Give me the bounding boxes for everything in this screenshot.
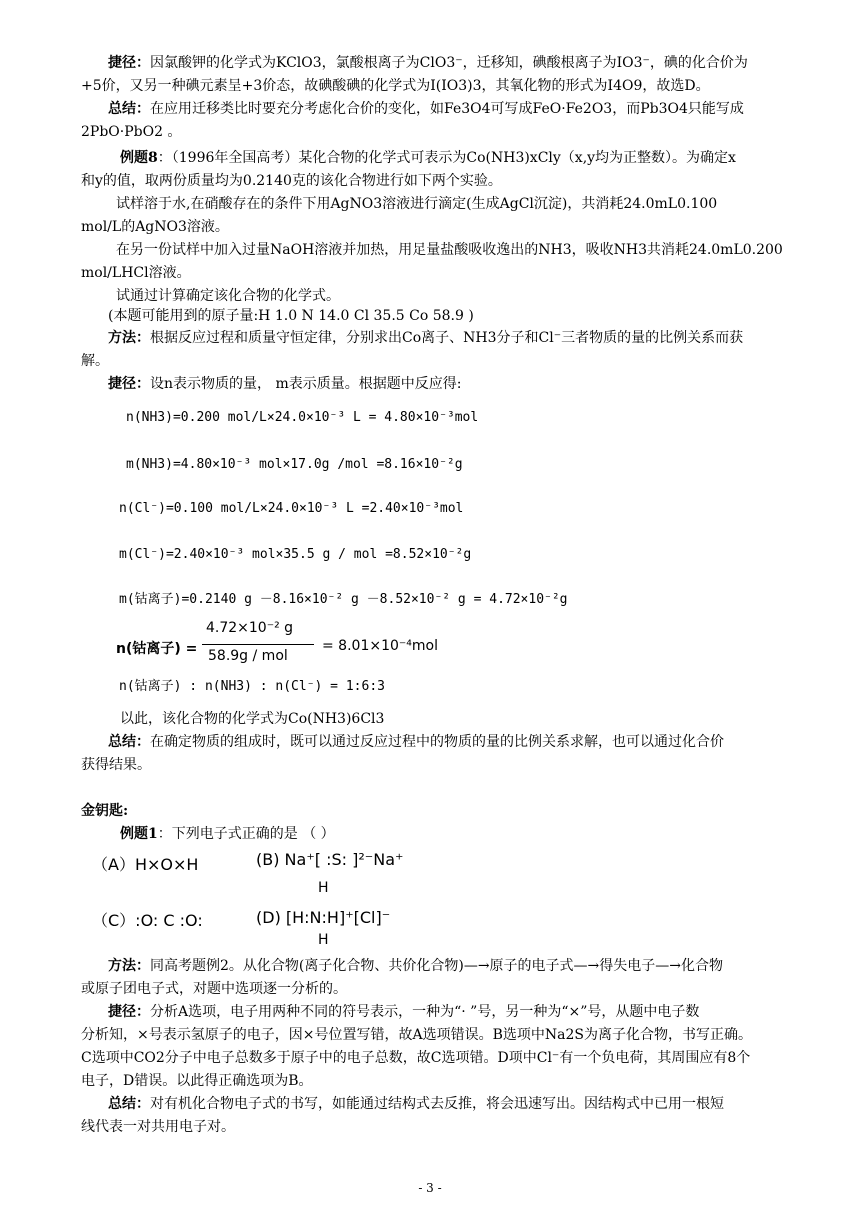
text-line: 设n表示物质的量， m表示质量。根据题中反应得: bbox=[150, 376, 462, 392]
shortcut-label: 捷径： bbox=[108, 55, 150, 71]
text-line: 获得结果。 bbox=[81, 757, 151, 773]
fraction-result: = 8.01×10⁻⁴mol bbox=[322, 638, 438, 654]
example-8-heading bbox=[120, 148, 736, 168]
calc-line-n-cl: n(Cl⁻)=0.100 mol/L×24.0×10⁻³ L =2.40×10⁻³mol bbox=[119, 501, 464, 516]
text-line: 解。 bbox=[81, 353, 109, 369]
option-c: （C）:O: C :O: bbox=[92, 911, 203, 930]
method-label: 方法： bbox=[108, 330, 150, 346]
text-line: 对有机化合物电子式的书写，如能通过结构式去反推，将会迅速写出。因结构式中已用一根短 bbox=[150, 1096, 724, 1112]
fraction-label: n(钴离子) = bbox=[116, 641, 198, 657]
shortcut-paragraph-1b bbox=[108, 1002, 699, 1022]
page-number: - 3 - bbox=[418, 1181, 442, 1195]
shortcut-paragraph-1 bbox=[108, 53, 748, 73]
text-line: 分析知，×号表示氢原子的电子，因×号位置写错，故A选项错误。B选项中Na2S为离子化合物，书写正确。 bbox=[81, 1027, 752, 1043]
text-line: 在确定物质的组成时，既可以通过反应过程中的物质的量的比例关系求解，也可以通过化合价 bbox=[150, 734, 724, 750]
calc-line-m-cl: m(Cl⁻)=2.40×10⁻³ mol×35.5 g / mol =8.52×10⁻²g bbox=[119, 547, 472, 562]
example-1-heading bbox=[120, 824, 335, 844]
calc-line-m-cobalt: m(钴离子)=0.2140 g －8.16×10⁻² g －8.52×10⁻² g = 4.72×10⁻²g bbox=[119, 592, 568, 607]
text-line: 试样溶于水,在硝酸存在的条件下用AgNO3溶液进行滴定(生成AgCl沉淀)，共消耗24.0mL0.100 bbox=[116, 196, 718, 212]
text-line: mol/L的AgNO3溶液。 bbox=[81, 219, 229, 235]
summary-label: 总结： bbox=[108, 734, 150, 750]
fraction-denominator: 58.9g / mol bbox=[208, 648, 288, 664]
shortcut-paragraph-8 bbox=[108, 374, 461, 394]
summary-paragraph-8 bbox=[108, 732, 724, 752]
text-line: 分析A选项，电子用两种不同的符号表示，一种为“· ”号，另一种为“×”号，从题中电子数 bbox=[150, 1004, 700, 1020]
option-a: （A）H×O×H bbox=[92, 855, 199, 874]
text-line: mol/LHCl溶液。 bbox=[81, 265, 191, 281]
fraction-bar bbox=[202, 644, 314, 645]
option-d: (D) [H:N:H]⁺[Cl]⁻ bbox=[256, 908, 391, 927]
calc-line-m-nh3: m(NH3)=4.80×10⁻³ mol×17.0g /mol =8.16×10⁻²g bbox=[126, 457, 463, 472]
option-b: (B) Na⁺[ :S: ]²⁻Na⁺ bbox=[256, 850, 404, 869]
summary-paragraph-1 bbox=[108, 99, 744, 119]
text-line: 2PbO·PbO2 。 bbox=[81, 124, 182, 140]
summary-label: 总结： bbox=[108, 1096, 150, 1112]
text-line: 同高考题例2。从化合物(离子化合物、共价化合物)—→原子的电子式—→得失电子—→化合物 bbox=[150, 958, 724, 974]
text-line: ：（1996年全国高考）某化合物的化学式可表示为Co(NH3)xCly（x,y均为正整数）。为确定x bbox=[157, 150, 736, 166]
text-line: 或原子团电子式，对题中选项逐一分析的。 bbox=[81, 981, 347, 997]
shortcut-label: 捷径： bbox=[108, 1004, 150, 1020]
atomic-mass-note: (本题可能用到的原子量:H 1.0 N 14.0 Cl 35.5 Co 58.9 ) bbox=[108, 308, 474, 324]
text-line: 在另一份试样中加入过量NaOH溶液并加热，用足量盐酸吸收逸出的NH3，吸收NH3共消耗24.0mL0.200 bbox=[116, 242, 783, 258]
text-line: 因氯酸钾的化学式为KClO3，氯酸根离子为ClO3⁻，迁移知，碘酸根离子为IO3⁻，碘的化合价为 bbox=[150, 55, 748, 71]
text-line: 试通过计算确定该化合物的化学式。 bbox=[116, 288, 340, 304]
text-line: 和y的值，取两份质量均为0.2140克的该化合物进行如下两个实验。 bbox=[81, 173, 502, 189]
text-line: 在应用迁移类比时要充分考虑化合价的变化，如Fe3O4可写成FeO·Fe2O3，而Pb3O4只能写成 bbox=[150, 101, 744, 117]
formula-conclusion: 以此，该化合物的化学式为Co(NH3)6Cl3 bbox=[120, 711, 385, 727]
text-line: C选项中CO2分子中电子总数多于原子中的电子总数，故C选项错。D项中Cl⁻有一个负电荷，其周围应有8个 bbox=[81, 1050, 751, 1066]
option-d-bottom-h: H bbox=[318, 932, 329, 948]
option-d-top-h: H bbox=[318, 880, 329, 896]
summary-paragraph-1b bbox=[108, 1094, 724, 1114]
method-label: 方法： bbox=[108, 958, 150, 974]
text-line: ：下列电子式正确的是 （ ） bbox=[157, 826, 335, 842]
shortcut-label: 捷径： bbox=[108, 376, 150, 392]
summary-label: 总结： bbox=[108, 101, 150, 117]
text-line: 线代表一对共用电子对。 bbox=[81, 1119, 235, 1135]
example-label: 例题1 bbox=[120, 826, 158, 842]
text-line: 根据反应过程和质量守恒定律，分别求出Co离子、NH3分子和Cl⁻三者物质的量的比例关系而获 bbox=[150, 330, 744, 346]
golden-key-heading: 金钥匙: bbox=[81, 803, 129, 819]
method-paragraph-8 bbox=[108, 328, 743, 348]
text-line: 电子，D错误。以此得正确选项为B。 bbox=[81, 1073, 313, 1089]
calc-line-n-nh3: n(NH3)=0.200 mol/L×24.0×10⁻³ L = 4.80×10⁻³mol bbox=[126, 410, 479, 425]
fraction-numerator: 4.72×10⁻² g bbox=[206, 620, 294, 636]
method-paragraph-1 bbox=[108, 956, 723, 976]
example-label: 例题8 bbox=[120, 150, 158, 166]
text-line: +5价，又另一种碘元素呈+3价态，故碘酸碘的化学式为I(IO3)3，其氧化物的形式为I4O9，故选D。 bbox=[81, 78, 710, 94]
ratio-line: n(钴离子) : n(NH3) : n(Cl⁻) = 1:6:3 bbox=[119, 679, 385, 694]
